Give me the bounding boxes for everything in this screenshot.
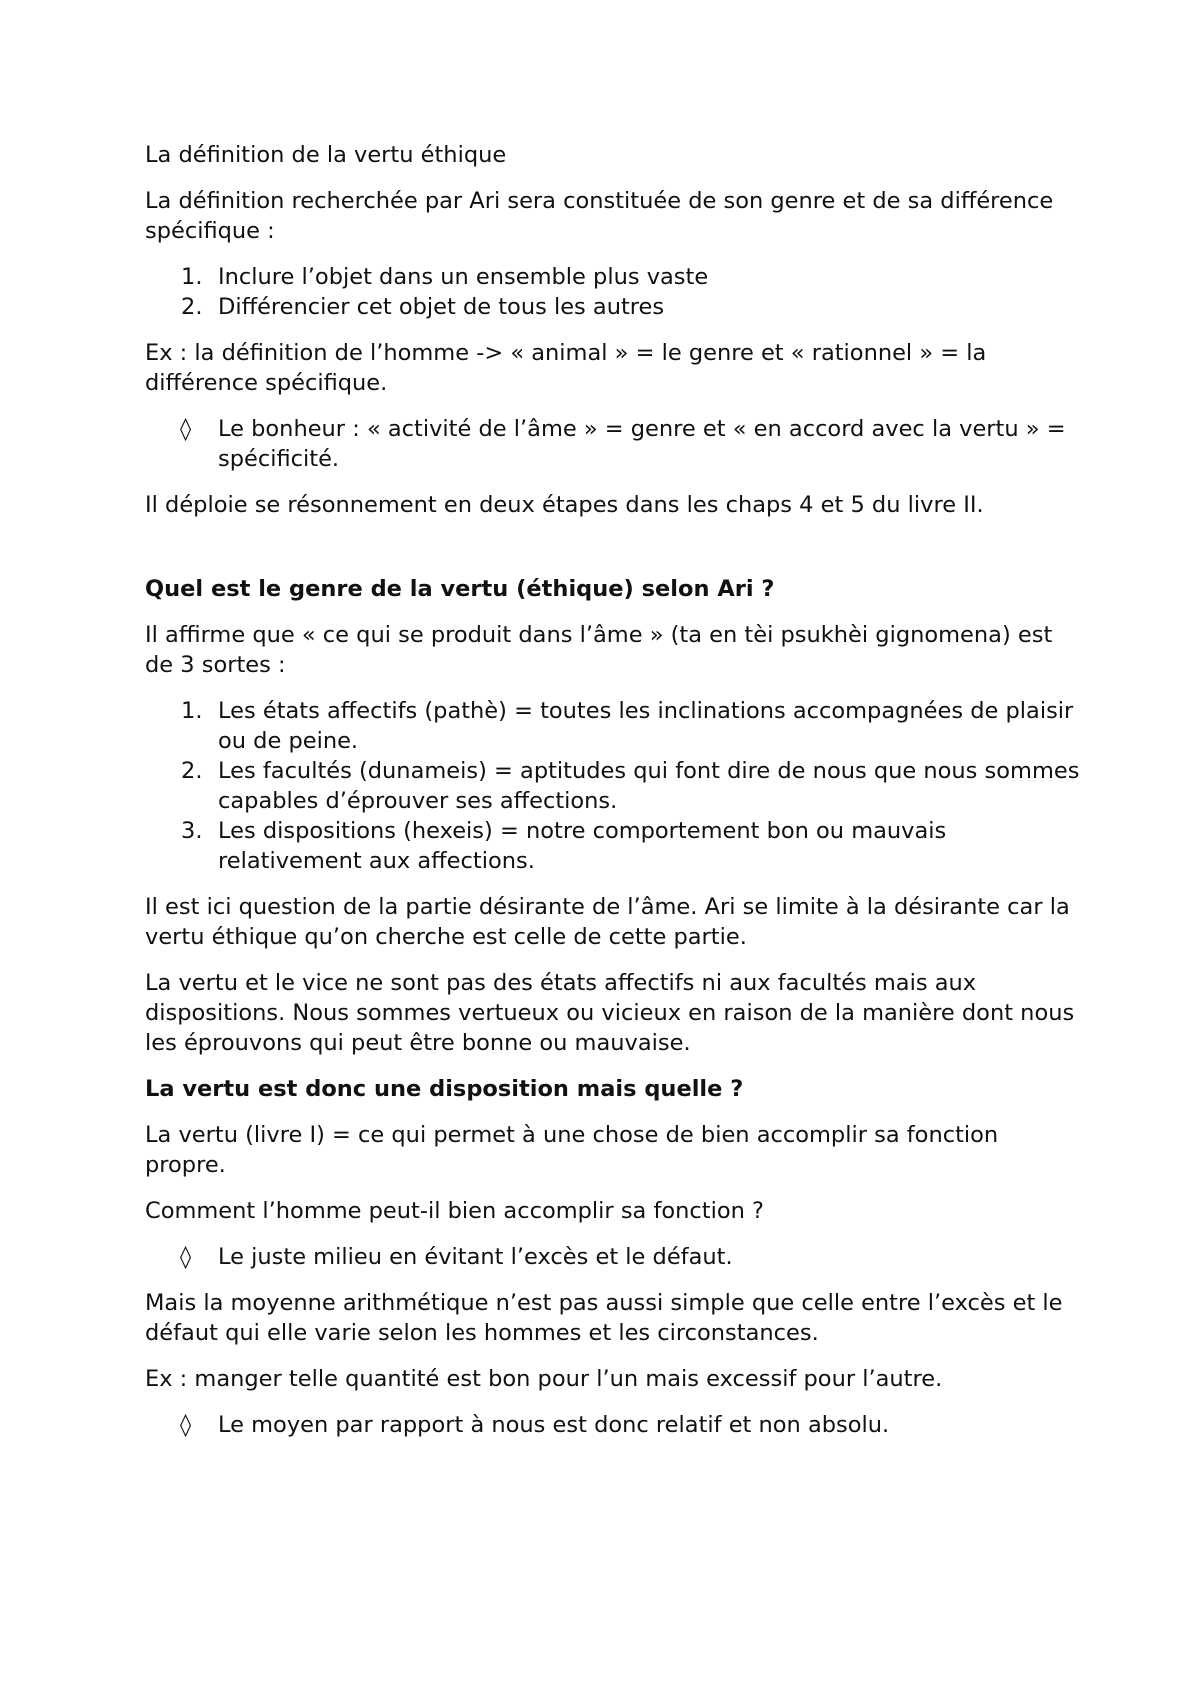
diamond-bullet-item: [145, 1410, 1085, 1440]
document-title: La définition de la vertu éthique: [145, 142, 507, 168]
example-paragraph: Ex : manger telle quantité est bon pour l’un mais excessif pour l’autre.: [145, 1366, 943, 1392]
list-item-text: Inclure l’objet dans un ensemble plus vaste: [218, 264, 709, 290]
list-number: 3.: [181, 818, 203, 844]
diamond-bullet-item: [145, 1242, 1085, 1272]
bullet-text: Le bonheur : « activité de l’âme » = genre et « en accord avec la vertu » = spécificité.: [218, 416, 1066, 472]
question-paragraph: Comment l’homme peut-il bien accomplir sa fonction ?: [145, 1198, 764, 1224]
list-number: 2.: [181, 758, 203, 784]
list-number: 2.: [181, 294, 203, 320]
diamond-bullet-item: [145, 414, 1085, 474]
section-heading: Quel est le genre de la vertu (éthique) selon Ari ?: [145, 576, 775, 602]
vertu-definition-paragraph: La vertu (livre I) = ce qui permet à une chose de bien accomplir sa fonction propre.: [145, 1122, 999, 1178]
example-paragraph: Ex : la définition de l’homme -> « animal » = le genre et « rationnel » = la différence spécifique.: [145, 340, 987, 396]
vice-paragraph: La vertu et le vice ne sont pas des états affectifs ni aux facultés mais aux dispositions. Nous sommes vertueux ou vicieux en raison de la manière dont nous les éprouvons qui peut être bonne ou mauvaise.: [145, 970, 1075, 1056]
definition-steps-list: [145, 262, 1085, 322]
bullet-text: Le moyen par rapport à nous est donc relatif et non absolu.: [218, 1412, 890, 1438]
list-item-text: Les facultés (dunameis) = aptitudes qui font dire de nous que nous sommes capables d’éprouver ses affections.: [218, 758, 1080, 814]
diamond-bullet-icon: ◊: [180, 1244, 192, 1270]
list-item: [145, 816, 1085, 876]
diamond-bullet-icon: ◊: [180, 416, 192, 442]
section-heading: La vertu est donc une disposition mais quelle ?: [145, 1076, 744, 1102]
diamond-bullet-icon: ◊: [180, 1412, 192, 1438]
deploy-paragraph: Il déploie se résonnement en deux étapes dans les chaps 4 et 5 du livre II.: [145, 492, 984, 518]
affirm-paragraph: Il affirme que « ce qui se produit dans l’âme » (ta en tèi psukhèi gignomena) est de 3 sortes :: [145, 622, 1053, 678]
list-number: 1.: [181, 698, 203, 724]
soul-sorts-list: [145, 696, 1085, 876]
list-number: 1.: [181, 264, 203, 290]
moyenne-paragraph: Mais la moyenne arithmétique n’est pas aussi simple que celle entre l’excès et le défaut qui elle varie selon les hommes et les circonstances.: [145, 1290, 1063, 1346]
list-item: [145, 292, 1085, 322]
list-item-text: Différencier cet objet de tous les autres: [218, 294, 665, 320]
list-item: [145, 696, 1085, 756]
list-item-text: Les états affectifs (pathè) = toutes les inclinations accompagnées de plaisir ou de peine.: [218, 698, 1074, 754]
partie-paragraph: Il est ici question de la partie désirante de l’âme. Ari se limite à la désirante car la vertu éthique qu’on cherche est celle de cette partie.: [145, 894, 1070, 950]
list-item: [145, 756, 1085, 816]
list-item: [145, 262, 1085, 292]
document-page: [145, 140, 1085, 1456]
intro-paragraph: La définition recherchée par Ari sera constituée de son genre et de sa différence spécifique :: [145, 188, 1054, 244]
bullet-text: Le juste milieu en évitant l’excès et le défaut.: [218, 1244, 733, 1270]
list-item-text: Les dispositions (hexeis) = notre comportement bon ou mauvais relativement aux affections.: [218, 818, 947, 874]
